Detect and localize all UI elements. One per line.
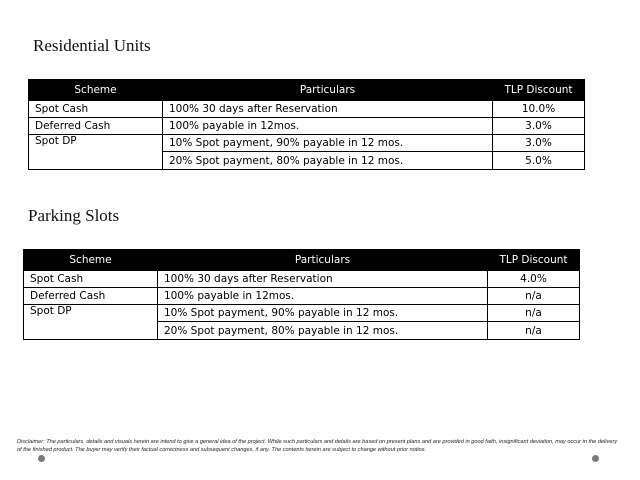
table-row [29,101,585,118]
cell-particulars: 100% payable in 12mos. [163,118,493,135]
table-row [24,288,580,305]
table-row [24,305,580,322]
header-tlp-discount: TLP Discount [493,80,585,101]
table-row [24,271,580,288]
cell-particulars: 100% 30 days after Reservation [158,271,488,288]
cell-discount: n/a [488,305,580,322]
cell-discount: 5.0% [493,152,585,170]
cell-discount: 10.0% [493,101,585,118]
header-scheme: Scheme [24,250,158,271]
residential-units-table [28,79,585,170]
table-row [29,135,585,152]
bullet-dot-right [592,455,599,462]
cell-discount: n/a [488,322,580,340]
cell-discount: n/a [488,288,580,305]
header-particulars: Particulars [163,80,493,101]
cell-particulars: 10% Spot payment, 90% payable in 12 mos. [163,135,493,152]
cell-scheme: Spot Cash [24,271,158,288]
cell-discount: 4.0% [488,271,580,288]
cell-scheme: Spot Cash [29,101,163,118]
cell-discount: 3.0% [493,135,585,152]
bullet-dot-left [38,455,45,462]
table-header-row [24,250,580,271]
header-scheme: Scheme [29,80,163,101]
disclaimer-text: Disclaimer: The particulars, details and visuals herein are intend to give a general idea of the project. While such particulars and details are based on present plans and are provided in good faith, insignificant deviation, may occur in the delivery of the finished product. The buyer may verify their factual correctness and subsequent changes, if any. The contents herein are subject to change without prior notice. [17,439,618,453]
cell-scheme: Spot DP [29,135,163,170]
header-tlp-discount: TLP Discount [488,250,580,271]
table-header-row [29,80,585,101]
cell-particulars: 100% payable in 12mos. [158,288,488,305]
cell-scheme: Spot DP [24,305,158,340]
cell-particulars: 20% Spot payment, 80% payable in 12 mos. [158,322,488,340]
cell-particulars: 20% Spot payment, 80% payable in 12 mos. [163,152,493,170]
parking-slots-title: Parking Slots [28,206,120,225]
cell-scheme: Deferred Cash [29,118,163,135]
cell-particulars: 100% 30 days after Reservation [163,101,493,118]
cell-discount: 3.0% [493,118,585,135]
cell-particulars: 10% Spot payment, 90% payable in 12 mos. [158,305,488,322]
cell-scheme: Deferred Cash [24,288,158,305]
residential-units-title: Residential Units [33,36,151,55]
table-row [29,118,585,135]
parking-slots-table [23,249,580,340]
header-particulars: Particulars [158,250,488,271]
